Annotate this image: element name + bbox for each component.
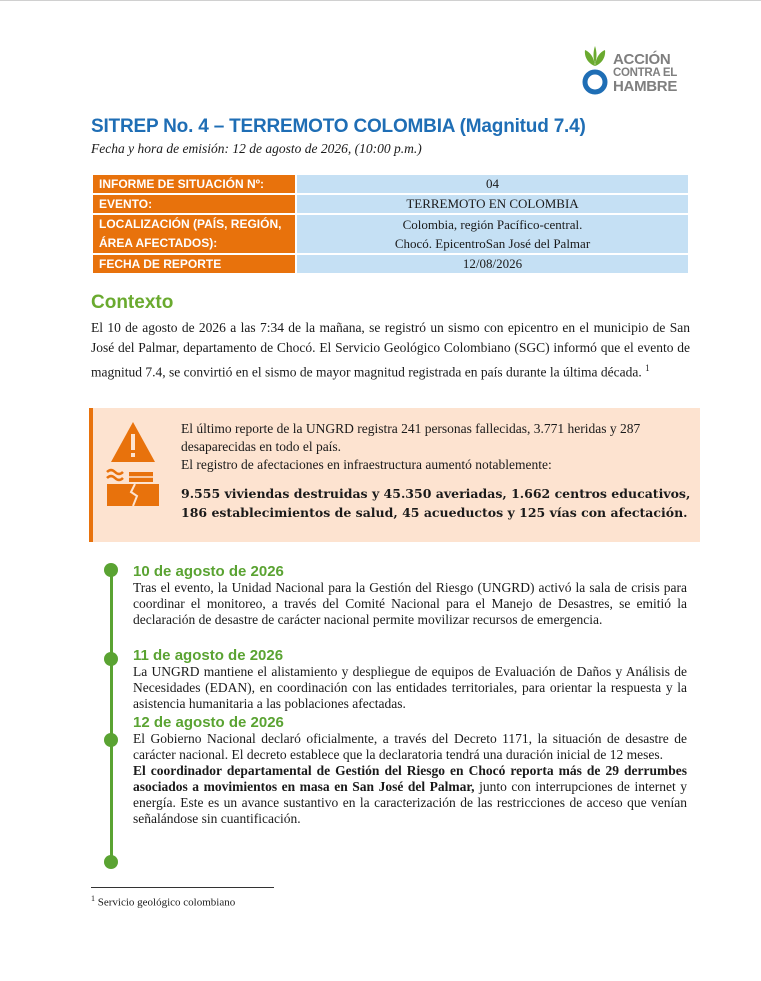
timeline-text-emphasis (133, 763, 687, 827)
footnote-rule (91, 887, 274, 888)
footnote-ref: 1 (645, 363, 650, 373)
row-value-line: Colombia, región Pacífico-central. (402, 217, 583, 232)
row-label-line: LOCALIZACIÓN (PAÍS, REGIÓN, (99, 217, 282, 231)
impact-text (181, 420, 691, 522)
timeline-dot (104, 652, 118, 666)
logo-line-2: CONTRA EL (613, 67, 677, 79)
timeline-date: 12 de agosto de 2026 (133, 714, 284, 731)
leaf-logo-icon (579, 42, 611, 98)
row-label: EVENTO: (93, 195, 295, 213)
document-title: SITREP No. 4 – TERREMOTO COLOMBIA (Magnitud 7.4) (91, 116, 586, 137)
timeline-text: La UNGRD mantiene el alistamiento y despliegue de equipos de Evaluación de Daños y Análisis de Necesidades (EDAN), en coordinación con las entidades territoriales, para orientar la respuesta y la asistencia humanitaria a las poblaciones afectadas. (133, 664, 687, 711)
table-row (93, 255, 688, 273)
row-value: 12/08/2026 (297, 255, 688, 273)
logo-line-1: ACCIÓN (613, 51, 671, 68)
timeline-entry (133, 714, 687, 827)
logo-line-3: HAMBRE (613, 78, 678, 95)
row-value: TERREMOTO EN COLOMBIA (297, 195, 688, 213)
infrastructure-figures: 9.555 viviendas destruidas y 45.350 averiadas, 1.662 centros educativos, 186 establecimientos de salud, 45 acueductos y 125 vías con afectación. (181, 486, 691, 520)
context-text: El 10 de agosto de 2026 a las 7:34 de la mañana, se registró un sismo con epicentro en el municipio de San José del Palmar, departamento de Chocó. El Servicio Geológico Colombiano (SGC) informó que el evento de magnitud 7.4, se convirtió en el sismo de mayor magnitud registrada en país durante la última década. (91, 320, 690, 380)
timeline-entry (133, 647, 687, 712)
issue-date: Fecha y hora de emisión: 12 de agosto de 2026, (10:00 p.m.) (91, 141, 422, 156)
row-label: INFORME DE SITUACIÓN Nº: (93, 175, 295, 193)
footnote (91, 894, 235, 909)
logo-wordmark (613, 52, 677, 94)
accion-contra-el-hambre-logo (579, 42, 689, 98)
timeline-entry (133, 563, 687, 628)
timeline-text: Tras el evento, la Unidad Nacional para la Gestión del Riesgo (UNGRD) activó la sala de crisis para coordinar el monitoreo, a través del Comité Nacional para el Manejo de Desastres, se emitió la declaración de desastre de carácter nacional permite movilizar recursos de emergencia. (133, 580, 687, 627)
table-row (93, 175, 688, 193)
infrastructure-intro: El registro de afectaciones en infraestructura aumentó notablemente: (181, 457, 552, 472)
situation-info-table (91, 173, 690, 275)
impact-highlight-box (89, 408, 700, 542)
row-value: 04 (297, 175, 688, 193)
timeline-dot (104, 733, 118, 747)
row-label (93, 215, 295, 253)
row-value (297, 215, 688, 253)
table-row (93, 215, 688, 253)
timeline-date: 11 de agosto de 2026 (133, 647, 284, 664)
footnote-text: Servicio geológico colombiano (95, 896, 236, 909)
context-heading: Contexto (91, 292, 174, 313)
timeline-dot (104, 563, 118, 577)
table-row (93, 195, 688, 213)
earthquake-warning-icon (105, 420, 161, 510)
timeline-tail-text: junto con interrupciones de internet y energía. Este es un avance sustantivo en la caracterización de las restricciones de acceso que venían señalándose sin cuantificación. (133, 779, 687, 826)
row-label-line: ÁREA AFECTADOS): (99, 236, 218, 250)
row-label: FECHA DE REPORTE (93, 255, 295, 273)
footnote-number: 1 (91, 894, 95, 903)
row-value-line: Chocó. EpicentroSan José del Palmar (394, 236, 591, 251)
timeline-line (110, 566, 113, 866)
timeline-date: 10 de agosto de 2026 (133, 563, 284, 580)
context-paragraph (91, 318, 690, 383)
timeline-text: El Gobierno Nacional declaró oficialmente, a través del Decreto 1171, la situación de desastre de carácter nacional. El decreto establece que la declaratoria tendrá una duración inicial de 12 meses. (133, 731, 687, 762)
casualties-text: El último reporte de la UNGRD registra 241 personas fallecidas, 3.771 heridas y 287 desaparecidas en todo el país. (181, 421, 641, 454)
timeline-bold-text: El coordinador departamental de Gestión del Riesgo en Chocó reporta más de 29 derrumbes asociados a movimientos en masa en San José del Palmar, (133, 763, 687, 794)
top-border (0, 0, 761, 1)
timeline-dot (104, 855, 118, 869)
